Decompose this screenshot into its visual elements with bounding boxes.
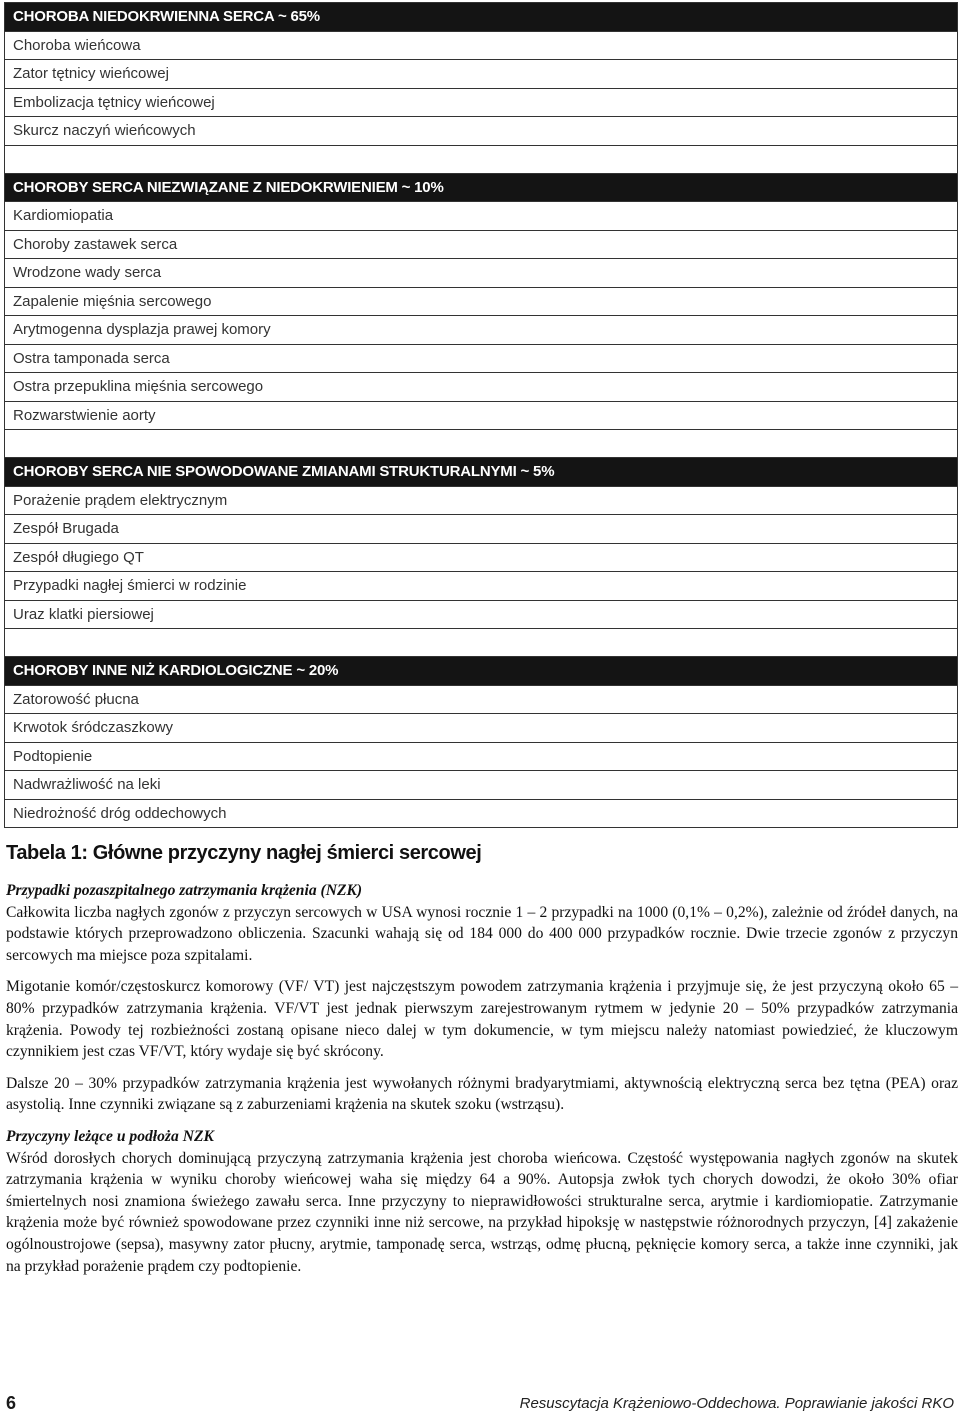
cause-item: Ostra tamponada serca: [5, 344, 958, 373]
spacer-cell: [5, 430, 958, 458]
paragraph: Migotanie komór/częstoskurcz komorowy (VF/ VT) jest najczęstszym powodem zatrzymania krążenia i przyjmuje się, że jest przyczyną około 65 – 80% przypadków zatrzymania krążenia. VF/VT jest jednak pierwszym zarejestrowanym rytmem w jedynie 20 – 50% przypadków zatrzymania krążenia. Powody tej rozbieżności zostaną opisane nieco dalej w tym dokumencie, w tym miejscu należy natomiast powiedzieć, że kluczowym czynnikiem jest czas VF/VT, który wydaje się być skrócony.: [6, 978, 958, 1061]
cause-item: Zespół Brugada: [5, 515, 958, 544]
publication-title: Resuscytacja Krążeniowo-Oddechowa. Poprawianie jakości RKO: [519, 1395, 954, 1412]
spacer-row: [5, 145, 958, 173]
cause-item: Zapalenie mięśnia sercowego: [5, 287, 958, 316]
table-row: [5, 202, 958, 231]
cause-item: Przypadki nagłej śmierci w rodzinie: [5, 572, 958, 601]
group-header: CHOROBY SERCA NIEZWIĄZANE Z NIEDOKRWIENIEM ~ 10%: [5, 173, 958, 202]
group-header-row: [5, 458, 958, 487]
cause-item: Krwotok śródczaszkowy: [5, 714, 958, 743]
cause-item: Ostra przepuklina mięśnia sercowego: [5, 373, 958, 402]
article-body: [6, 880, 958, 1287]
spacer-row: [5, 430, 958, 458]
cause-item: Embolizacja tętnicy wieńcowej: [5, 88, 958, 117]
table-row: [5, 373, 958, 402]
table-row: [5, 117, 958, 146]
paragraph: Całkowita liczba nagłych zgonów z przyczyn sercowych w USA wynosi rocznie 1 – 2 przypadki na 1000 (0,1% – 0,2%), zależnie od źródeł danych, na podstawie których przeprowadzono obliczenia. Szacunki wahają się od 184 000 do 400 000 przypadków rocznie. Dwie trzecie zgonów z przyczyn sercowych ma miejsce poza szpitalami.: [6, 903, 958, 964]
group-header-row: [5, 173, 958, 202]
cause-item: Zespół długiego QT: [5, 543, 958, 572]
group-header-row: [5, 3, 958, 32]
group-header-row: [5, 657, 958, 686]
table-row: [5, 714, 958, 743]
table-row: [5, 685, 958, 714]
causes-table: [4, 2, 958, 828]
table-row: [5, 88, 958, 117]
table-row: [5, 515, 958, 544]
cause-item: Arytmogenna dysplazja prawej komory: [5, 316, 958, 345]
spacer-cell: [5, 145, 958, 173]
table-row: [5, 344, 958, 373]
table-row: [5, 799, 958, 828]
table-row: [5, 543, 958, 572]
cause-item: Podtopienie: [5, 742, 958, 771]
group-header: CHOROBY INNE NIŻ KARDIOLOGICZNE ~ 20%: [5, 657, 958, 686]
cause-item: Niedrożność dróg oddechowych: [5, 799, 958, 828]
group-header: CHOROBY SERCA NIE SPOWODOWANE ZMIANAMI STRUKTURALNYMI ~ 5%: [5, 458, 958, 487]
paragraph: Wśród dorosłych chorych dominującą przyczyną zatrzymania krążenia jest choroba wieńcowa. Częstość występowania nagłych zgonów na skutek zatrzymania krążenia w wyniku choroby wieńcowej waha się między 64 a 90%. Autopsja zwłok tych chorych dowodzi, że około 30% ofiar śmiertelnych nosi znamiona świeżego zawału serca. Inne przyczyny to nieprawidłowości strukturalne serca, arytmie i kardiomiopatie. Zatrzymanie krążenia może być również spowodowane przez czynniki inne niż sercowe, na przykład hipoksję w następstwie różnorodnych przyczyn, [4] zakażenie ogólnoustrojowe (sepsa), masywny zator płucny, arytmie, tamponadę serca, wstrząs, odmę płucną, pęknięcie komory serca, a także inne czynniki, jak na przykład porażenie prądem czy podtopienie.: [6, 1149, 958, 1275]
paragraph: Dalsze 20 – 30% przypadków zatrzymania krążenia jest wywołanych różnymi bradyarytmiami, aktywnością elektryczną serca bez tętna (PEA) oraz asystolią. Inne czynniki związane są z zaburzeniami krążenia na skutek szoku (wstrząsu).: [6, 1074, 958, 1114]
cause-item: Choroba wieńcowa: [5, 31, 958, 60]
cause-item: Rozwarstwienie aorty: [5, 401, 958, 430]
cause-item: Kardiomiopatia: [5, 202, 958, 231]
cause-item: Choroby zastawek serca: [5, 230, 958, 259]
cause-item: Porażenie prądem elektrycznym: [5, 486, 958, 515]
table-row: [5, 316, 958, 345]
cause-item: Skurcz naczyń wieńcowych: [5, 117, 958, 146]
table-row: [5, 230, 958, 259]
causes-table-body: [5, 3, 958, 828]
group-header: CHOROBA NIEDOKRWIENNA SERCA ~ 65%: [5, 3, 958, 32]
cause-item: Zator tętnicy wieńcowej: [5, 60, 958, 89]
section-heading-nzk: Przypadki pozaszpitalnego zatrzymania krążenia (NZK): [6, 882, 363, 899]
cause-item: Wrodzone wady serca: [5, 259, 958, 288]
table-row: [5, 401, 958, 430]
cause-item: Nadwrażliwość na leki: [5, 771, 958, 800]
table-row: [5, 486, 958, 515]
section-heading-causes: Przyczyny leżące u podłoża NZK: [6, 1127, 214, 1145]
table-row: [5, 742, 958, 771]
page-number: 6: [6, 1393, 17, 1413]
table-row: [5, 60, 958, 89]
table-caption: Tabela 1: Główne przyczyny nagłej śmierci sercowej: [6, 842, 482, 864]
table-row: [5, 771, 958, 800]
table-row: [5, 259, 958, 288]
cause-item: Uraz klatki piersiowej: [5, 600, 958, 629]
table-row: [5, 287, 958, 316]
table-row: [5, 600, 958, 629]
table-row: [5, 31, 958, 60]
cause-item: Zatorowość płucna: [5, 685, 958, 714]
spacer-row: [5, 629, 958, 657]
spacer-cell: [5, 629, 958, 657]
table-row: [5, 572, 958, 601]
